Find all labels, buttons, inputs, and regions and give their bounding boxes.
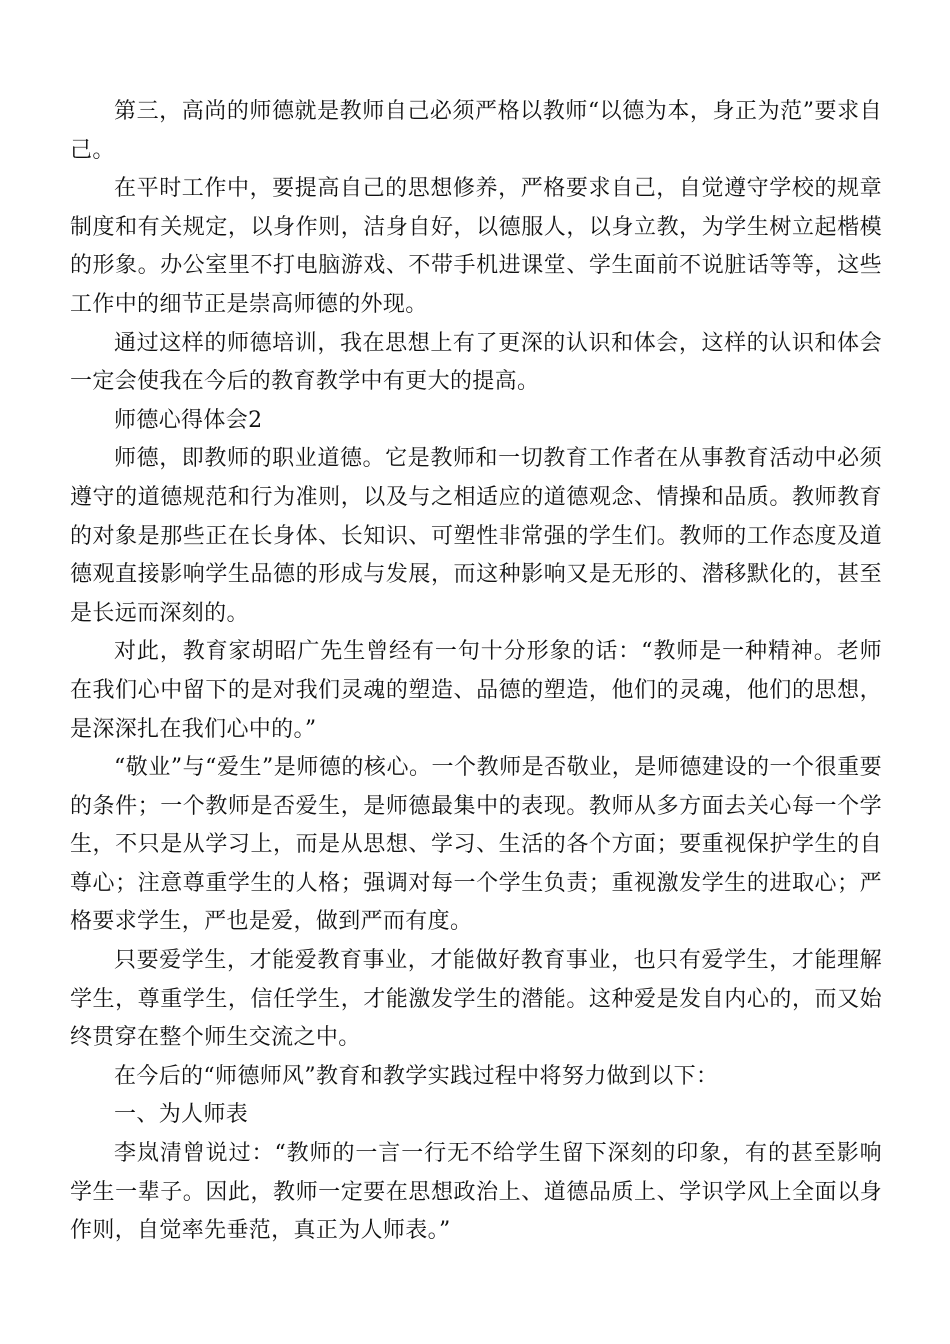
paragraph-love-students: 只要爱学生，才能爱教育事业，才能做好教育事业，也只有爱学生，才能理解学生，尊重学生，信任学生，才能激发学生的潜能。这种爱是发自内心的，而又始终贯穿在整个师生交流之中。 bbox=[70, 948, 882, 1051]
paragraph-li-lanqing-quote: 李岚清曾说过：“教师的一言一行无不给学生留下深刻的印象，有的甚至影响学生一辈子。因此，教师一定要在思想政治上、道德品质上、学识学风上全面以身作则，自觉率先垂范，真正为人师表。” bbox=[70, 1141, 882, 1244]
paragraph-dedication-and-care: “敬业”与“爱生”是师德的核心。一个教师是否敬业，是师德建设的一个很重要的条件；一个教师是否爱生，是师德最集中的表现。教师从多方面去关心每一个学生，不只是从学习上，而是从思想、学习、生活的各个方面；要重视保护学生的自尊心；注意尊重学生的人格；强调对每一个学生负责；重视激发学生的进取心；严格要求学生，严也是爱，做到严而有度。 bbox=[70, 755, 882, 935]
paragraph-training-conclusion: 通过这样的师德培训，我在思想上有了更深的认识和体会，这样的认识和体会一定会使我在今后的教育教学中有更大的提高。 bbox=[70, 330, 882, 395]
paragraph-daily-work-discipline: 在平时工作中，要提高自己的思想修养，严格要求自己，自觉遵守学校的规章制度和有关规定，以身作则，洁身自好，以德服人，以身立教，为学生树立起楷模的形象。办公室里不打电脑游戏、不带手机进课堂、学生面前不说脏话等等，这些工作中的细节正是崇高师德的外现。 bbox=[70, 176, 882, 317]
section-heading-ethics-reflection-2: 师德心得体会2 bbox=[114, 407, 263, 433]
paragraph-teacher-ethics-third-point: 第三，高尚的师德就是教师自己必须严格以教师“以德为本，身正为范”要求自己。 bbox=[70, 99, 882, 163]
paragraph-future-goals: 在今后的“师德师风”教育和教学实践过程中将努力做到以下： bbox=[114, 1063, 719, 1089]
document-body bbox=[70, 93, 882, 1251]
paragraph-ethics-definition: 师德，即教师的职业道德。它是教师和一切教育工作者在从事教育活动中必须遵守的道德规范和行为准则，以及与之相适应的道德观念、情操和品质。教师教育的对象是那些正在长身体、长知识、可塑性非常强的学生们。教师的工作态度及道德观直接影响学生品德的形成与发展，而这种影响又是无形的、潜移默化的，甚至是长远而深刻的。 bbox=[70, 446, 882, 626]
list-heading-role-model: 一、为人师表 bbox=[114, 1102, 249, 1128]
paragraph-educator-quote: 对此，教育家胡昭广先生曾经有一句十分形象的话：“教师是一种精神。老师在我们心中留下的是对我们灵魂的塑造、品德的塑造，他们的灵魂，他们的思想，是深深扎在我们心中的。” bbox=[70, 639, 882, 742]
